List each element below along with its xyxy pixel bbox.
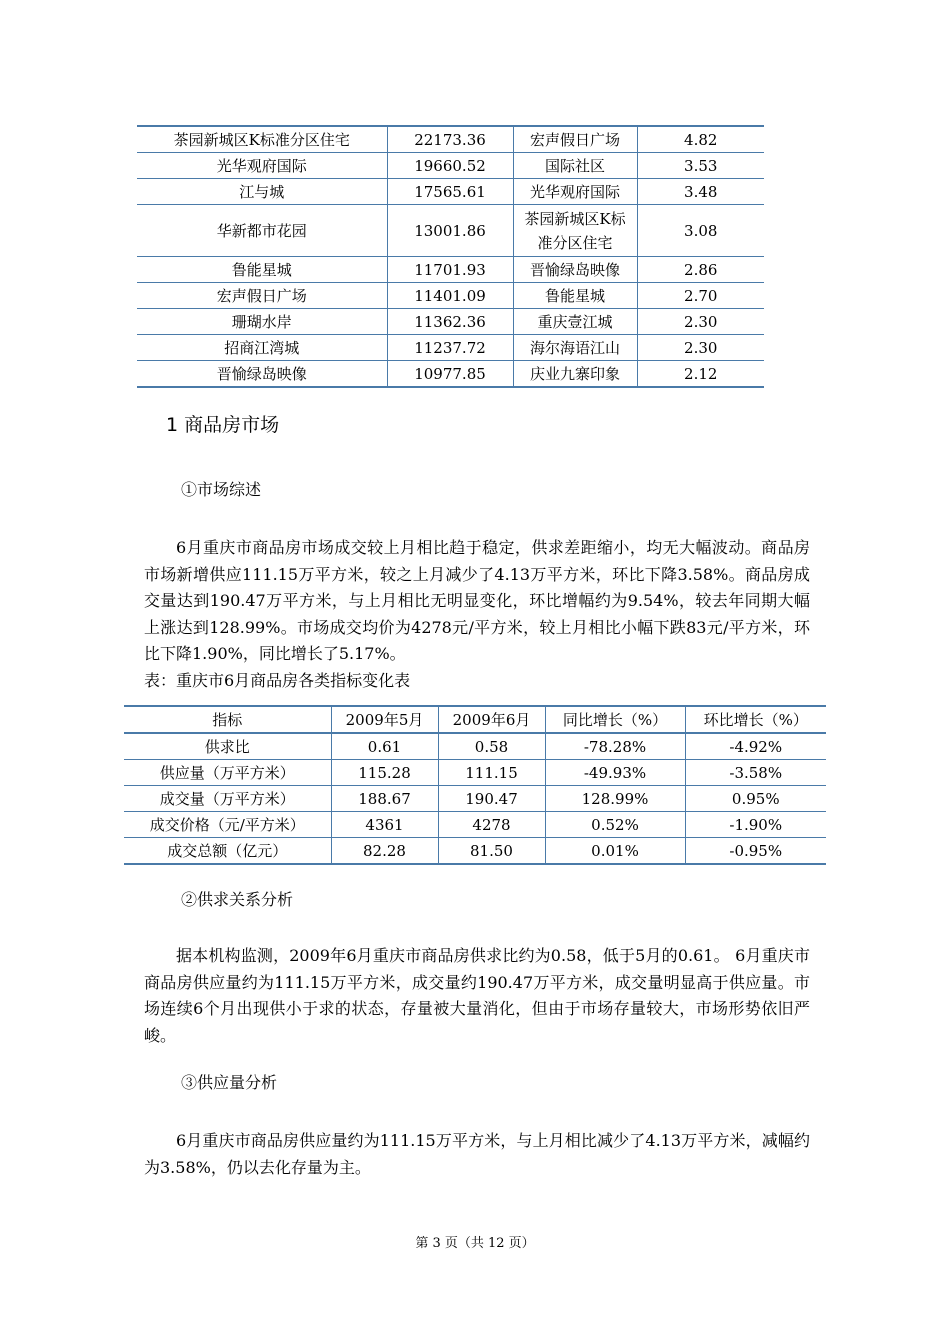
table-cell: 190.47: [438, 786, 545, 812]
column-header: 2009年6月: [438, 706, 545, 733]
table-cell: 鲁能星城: [513, 283, 637, 309]
table-cell: 茶园新城区K标准分区住宅: [173, 130, 350, 149]
table-cell: 2.86: [637, 257, 764, 283]
section-heading: 1 商品房市场: [166, 414, 280, 436]
table-cell: 宏声假日广场: [513, 126, 637, 153]
table-cell: 重庆壹江城: [513, 309, 637, 335]
paragraph-supply-demand: 据本机构监测，2009年6月重庆市商品房供求比约为0.58，低于5月的0.61。 6月重庆市商品房供应量约为111.15万平方米，成交量约190.47万平方米，成交量明显高于供应量。市场连续6个月出现供小于求的状态，存量被大量消化，但由于市场存量较大，市场形势依旧严峻。: [144, 946, 810, 1045]
table-cell: -78.28%: [545, 733, 685, 760]
table-row: [124, 838, 826, 865]
table-row: [137, 205, 764, 257]
table-cell: 庆业九寨印象: [513, 361, 637, 388]
table-cell: 晋愉绿岛映像: [216, 364, 307, 383]
table-cell: 0.01%: [545, 838, 685, 865]
ranking-table: [137, 125, 764, 388]
table-cell: 供求比: [204, 737, 250, 756]
column-header: 同比增长（%）: [545, 706, 685, 733]
table-cell: 17565.61: [387, 179, 513, 205]
table-cell: 3.08: [637, 205, 764, 257]
table-cell: 111.15: [438, 760, 545, 786]
table-cell: 珊瑚水岸: [231, 312, 292, 331]
table-cell: 19660.52: [387, 153, 513, 179]
table-cell: 4361: [331, 812, 438, 838]
table-cell: 海尔海语江山: [513, 335, 637, 361]
table-row: [137, 153, 764, 179]
table-cell: -0.95%: [685, 838, 826, 865]
table-row: [137, 283, 764, 309]
table-row: [137, 309, 764, 335]
indicator-table: [124, 705, 826, 865]
table-cell: 2.30: [637, 309, 764, 335]
table-cell: 茶园新城区K标准分区住宅: [513, 205, 637, 257]
table-cell: -4.92%: [685, 733, 826, 760]
table-row: [137, 335, 764, 361]
table-cell: 4278: [438, 812, 545, 838]
table-cell: 0.61: [331, 733, 438, 760]
table-cell: 光华观府国际: [513, 179, 637, 205]
subheading-supply-demand: ②供求关系分析: [181, 890, 294, 909]
table-cell: 宏声假日广场: [216, 286, 307, 305]
table-cell: 10977.85: [387, 361, 513, 388]
paragraph-supply: 6月重庆市商品房供应量约为111.15万平方米，与上月相比减少了4.13万平方米，减幅约为3.58%，仍以去化存量为主。: [144, 1131, 810, 1177]
table-row: [137, 361, 764, 388]
table-row: [137, 126, 764, 153]
table-cell: 2.12: [637, 361, 764, 388]
table-row: [124, 786, 826, 812]
table-caption: 表：重庆市6月商品房各类指标变化表: [144, 671, 411, 690]
table-cell: 招商江湾城: [224, 338, 300, 357]
table-cell: 成交价格（元/平方米）: [149, 815, 305, 834]
table-cell: 11362.36: [387, 309, 513, 335]
table-cell: -1.90%: [685, 812, 826, 838]
table-cell: 0.58: [438, 733, 545, 760]
table-cell: 江与城: [239, 182, 285, 201]
page-footer: 第 3 页（共 12 页）: [415, 1236, 535, 1251]
table-cell: 成交量（万平方米）: [159, 789, 295, 808]
table-cell: 供应量（万平方米）: [159, 763, 295, 782]
table-cell: 晋愉绿岛映像: [513, 257, 637, 283]
table-cell: 0.52%: [545, 812, 685, 838]
column-header: 指标: [212, 710, 243, 729]
column-header: 2009年5月: [331, 706, 438, 733]
table-cell: 成交总额（亿元）: [167, 841, 288, 860]
table-cell: -49.93%: [545, 760, 685, 786]
table-row: [137, 179, 764, 205]
table-cell: -3.58%: [685, 760, 826, 786]
table-cell: 115.28: [331, 760, 438, 786]
table-cell: 国际社区: [513, 153, 637, 179]
table-header-row: [124, 706, 826, 733]
table-row: [137, 257, 764, 283]
table-cell: 81.50: [438, 838, 545, 865]
subheading-market-overview: ①市场综述: [181, 480, 262, 499]
column-header: 环比增长（%）: [685, 706, 826, 733]
table-cell: 华新都市花园: [216, 221, 307, 240]
paragraph-market-overview: 6月重庆市商品房市场成交较上月相比趋于稳定，供求差距缩小，均无大幅波动。商品房市场新增供应111.15万平方米，较之上月减少了4.13万平方米，环比下降3.58%。商品房成交量达到190.47万平方米，与上月相比无明显变化，环比增幅约为9.54%，较去年同期大幅上涨达到128.99%。市场成交均价为4278元/平方米，较上月相比小幅下跌83元/平方米，环比下降1.90%，同比增长了5.17%。: [144, 538, 810, 663]
table-cell: 0.95%: [685, 786, 826, 812]
table-cell: 鲁能星城: [231, 260, 292, 279]
table-row: [124, 812, 826, 838]
table-row: [124, 733, 826, 760]
table-cell: 128.99%: [545, 786, 685, 812]
subheading-supply: ③供应量分析: [181, 1073, 278, 1092]
table-cell: 13001.86: [387, 205, 513, 257]
table-cell: 11401.09: [387, 283, 513, 309]
table-cell: 188.67: [331, 786, 438, 812]
table-cell: 22173.36: [387, 126, 513, 153]
table-row: [124, 760, 826, 786]
table-cell: 2.70: [637, 283, 764, 309]
table-cell: 3.53: [637, 153, 764, 179]
table-cell: 11237.72: [387, 335, 513, 361]
table-cell: 82.28: [331, 838, 438, 865]
table-cell: 4.82: [637, 126, 764, 153]
table-cell: 光华观府国际: [216, 156, 307, 175]
table-cell: 11701.93: [387, 257, 513, 283]
table-cell: 3.48: [637, 179, 764, 205]
table-cell: 2.30: [637, 335, 764, 361]
